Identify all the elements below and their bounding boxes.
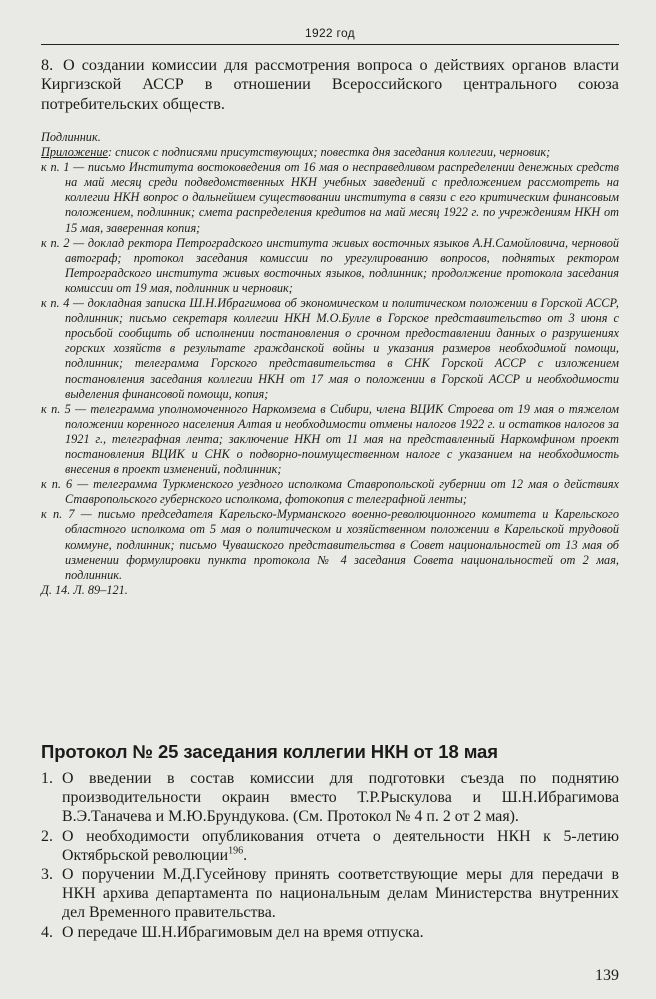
note-item: к п. 7 — письмо председателя Карельско-Мурманского военно-революционного комитета и Карельского областного исполкома от 5 мая о политическом и хозяйственном положении в Карельской трудовой коммуне, подлинник; письмо Чувашского представительства в Совет национальностей от 13 мая об изменении формулировки пункта протокола № 4 заседания Совета национальностей от 2 мая, подлинник. [41, 507, 619, 582]
archive-reference: Д. 14. Л. 89–121. [41, 582, 128, 597]
archival-notes [41, 130, 619, 598]
appendix-note [41, 145, 619, 160]
protocol-item [41, 923, 619, 942]
item-text: О необходимости опубликования отчета о деятельности НКН к 5-летию Октябрьской революции [62, 827, 619, 864]
note-item: к п. 4 — докладная записка Ш.Н.Ибрагимова об экономическом и политическом положении в Горской АССР, подлинник; письмо секретаря коллегии НКН М.О.Булле в Горское представительство от 3 июня с просьбой сообщить об исполнении постановления о срочном предоставлении данных о разрушениях горских хозяйств в результате гражданской войны и указания размеров необходимой помощи, подлинник; телеграмма Горского представительства в СНК Горской АССР с изложением постановления заседания коллегии НКН от 17 мая о положении в Горской АССР и необходимости выделения финансовой помощи, копия; [41, 296, 619, 401]
footnote-ref: 196 [228, 845, 244, 857]
note-item: к п. 1 — письмо Института востоковедения от 16 мая о несправедливом распределении денежных средств на май месяц среди подведомственных НКН учебных заведений с предложением рассмотреть на коллегии НКН вопрос о дальнейшем существовании института в связи с его критическим финансовым положением, подлинник; смета распределения кредитов на май месяц 1922 г. по учреждениям НКН от 15 мая, заверенная копия; [41, 160, 619, 235]
item-text: О поручении М.Д.Гусейнову принять соответствующие меры для передачи в НКН архива департамента по национальным делам Министерства внутренних дел Временного правительства. [62, 866, 619, 922]
item-number: 1. [41, 770, 53, 787]
protocol-items [41, 769, 619, 942]
note-item: к п. 2 — доклад ректора Петроградского института живых восточных языков А.Н.Самойловича, черновой автограф; протокол заседания комиссии по урегулированию вопросов, поднятых ректором Петроградского института живых восточных языков, подлинник; продолжение протокола заседания комиссии от 19 мая, подлинник и черновик; [41, 235, 619, 295]
item-text: О передаче Ш.Н.Ибрагимовым дел на время отпуска. [62, 923, 424, 941]
agenda-item-number: 8. [41, 56, 54, 74]
protocol-item [41, 769, 619, 827]
item-number: 3. [41, 866, 53, 884]
appendix-text: : список с подписями присутствующих; повестка дня заседания коллегии, черновик; [107, 145, 551, 160]
page-number: 139 [595, 967, 619, 984]
note-item: к п. 5 — телеграмма уполномоченного Наркомзема в Сибири, члена ВЦИК Строева от 19 мая о тяжелом положении коренного населения Алтая и необходимости отмены налогов 1922 г. и остатков налогов за 1921 г., телеграфная лента; заключение НКН от 11 мая на представленный Наркомфином проект постановления ВЦИК и СНК о подворно-поимущественном налоге с указанием на необходимость внесения в проект изменений, подлинник; [41, 401, 619, 477]
item-text: О введении в состав комиссии для подготовки съезда по поднятию производительности окраин вместо Т.Р.Рыскулова и Ш.Н.Ибрагимова В.Э.Таначева и М.Ю.Брундукова. (См. Протокол № 4 п. 2 от 2 мая). [62, 770, 619, 826]
agenda-item-text: О создании комиссии для рассмотрения вопроса о действиях органов власти Киргизской АССР в отношении Всероссийского центрального союза потребительских обществ. [41, 56, 619, 113]
protocol-item [41, 865, 619, 923]
appendix-label: Приложение [41, 145, 108, 160]
item-number: 4. [41, 923, 53, 941]
header-rule [41, 44, 619, 45]
agenda-item-8 [41, 56, 619, 114]
running-head: 1922 год [305, 26, 355, 40]
original-note: Подлинник. [41, 130, 101, 144]
protocol-heading: Протокол № 25 заседания коллегии НКН от 18 мая [41, 741, 498, 762]
item-tail: . [243, 846, 248, 864]
note-item: к п. 6 — телеграмма Туркменского уездного исполкома Ставропольской губернии от 12 мая о действиях Ставропольского губернского исполкома, фотокопия с телеграфной ленты; [41, 477, 619, 507]
protocol-item [41, 827, 619, 865]
item-number: 2. [41, 827, 53, 845]
